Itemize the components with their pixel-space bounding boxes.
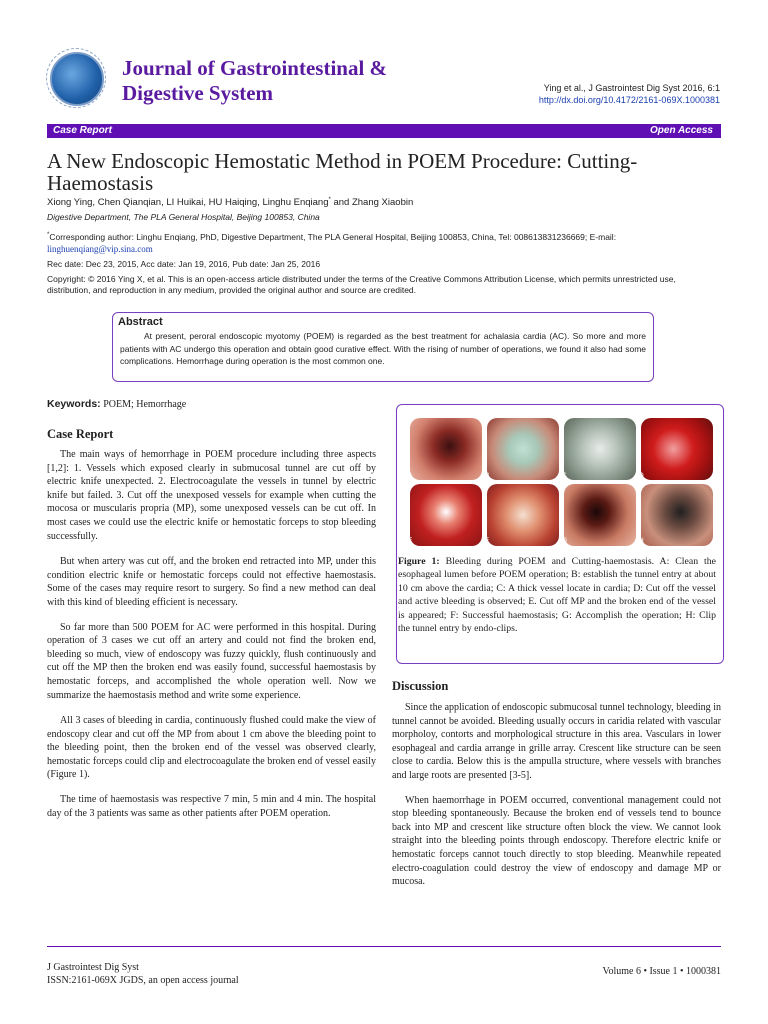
case-paragraph: All 3 cases of bleeding in cardia, continuously flushed could make the view of endoscopy clear and cut off the MP from about 1 cm above the bleeding point to the bleeding point, then the broken end of the vessel was observed clearly, hemostatic forceps could clip and electrocoagulate the broken end of vessel easily (Figure 1). <box>47 715 376 781</box>
banner-case-report: Case Report <box>53 125 112 136</box>
affiliation: Digestive Department, The PLA General Hospital, Beijing 100853, China <box>47 212 320 222</box>
article-type-banner <box>47 124 721 138</box>
case-paragraph: The main ways of hemorrhage in POEM procedure including three aspects [1,2]: 1. Vessels which exposed clearly in submucosal tunnel are cut off by electric knife unexpected. 2. Electrocoagulate the vessels in tunnel by electric knife but failed. 3. Cut off the unexposed vessels for example when cutting the mocosa or muscularis propria (MP), some unexposed vessels can be cut off. In most cases we could use the electric knife or hemostatic forceps to stop bleeding successfully. <box>47 449 376 542</box>
corresponding-text: Corresponding author: Linghu Enqiang, PhD, Digestive Department, The PLA General Hospital, Beijing 100853, China, Tel: 008613831236669; E-mail: <box>49 231 617 242</box>
journal-title-line2: Digestive System <box>122 81 274 105</box>
case-paragraph: The time of haemostasis was respective 7 min, 5 min and 4 min. The hospital day of the 3 patients was same as other patients after POEM operation. <box>47 794 376 819</box>
banner-open-access: Open Access <box>650 125 713 136</box>
abstract-heading: Abstract <box>118 316 163 328</box>
footer-volume: Volume 6 • Issue 1 • 1000381 <box>602 966 721 977</box>
panel-label: E <box>408 537 413 544</box>
footer-issn: ISSN:2161-069X JGDS, an open access journal <box>47 974 239 986</box>
panel-label: A <box>408 472 413 479</box>
abstract-text: At present, peroral endoscopic myotomy (POEM) is regarded as the best treatment for achalasia cardia (AC). So more and more patients with AC undergo this operation and obtain good curative effect. With the rising of number of operations, we found it also had some complications. Hemorrhage during operation is the most common one. <box>120 331 646 366</box>
endoscopy-image-g <box>564 484 636 546</box>
doi-link[interactable]: http://dx.doi.org/10.4172/2161-069X.1000381 <box>538 95 720 105</box>
footer-divider <box>47 946 721 947</box>
keywords-value: POEM; Hemorrhage <box>103 399 187 410</box>
endoscopy-image-f <box>487 484 559 546</box>
journal-title <box>122 56 387 106</box>
figure-image-grid <box>410 418 716 548</box>
discussion-heading: Discussion <box>392 679 449 693</box>
case-report-body <box>47 448 376 820</box>
journal-title-line1: Journal of Gastrointestinal & <box>122 56 388 80</box>
authors-sup: * <box>328 197 331 203</box>
panel-label: F <box>485 537 489 544</box>
panel-label: D <box>639 472 644 479</box>
endoscopy-image-c <box>564 418 636 480</box>
keywords <box>47 398 186 410</box>
authors-tail: and Zhang Xiaobin <box>330 197 414 209</box>
endoscopy-image-e <box>410 484 482 546</box>
discussion-paragraph: Since the application of endoscopic submucosal tunnel technology, bleeding in tunnel cannot be avoided. Bleeding usually occurs in caridia related with vascular morpholoy, contorts and morphological structure in this area. Vasculars in lower esophageal and cardia arrange in grille array. Crescent like structure can be seen close to cardia. Below this is the ampulla structure, where vessels with branches and large roots are presented [3-5]. <box>392 702 721 781</box>
case-paragraph: So far more than 500 POEM for AC were performed in this hospital. During operation of 3 cases we cut off an artery and could not find the broken end, bleeding so much, view of endoscopy was fuzzy quickly, flush continuously and cut off the MP then the broken end was easily found, successful haemostasis by hemostatic forceps, and accomplished the whole operation well. Now we summarize the haemostasis method and write some experience. <box>47 621 376 701</box>
keywords-label: Keywords: <box>47 398 101 410</box>
endoscopy-image-a <box>410 418 482 480</box>
panel-label: C <box>562 472 567 479</box>
footer-journal: J Gastrointest Dig Syst <box>47 962 139 973</box>
copyright: Copyright: © 2016 Ying X, et al. This is an open-access article distributed under the terms of the Creative Commons Attribution License, which permits unrestricted use, distribution, and reproduction in any medium, provided the original author and source are credited. <box>47 274 676 295</box>
footer-journal-info <box>47 962 239 987</box>
endoscopy-image-d <box>641 418 713 480</box>
endoscopy-image-b <box>487 418 559 480</box>
endoscopy-image-h <box>641 484 713 546</box>
publisher-logo-icon <box>50 52 104 106</box>
figure-caption <box>398 555 716 635</box>
discussion-paragraph: When haemorrhage in POEM occurred, conventional management could not stop bleeding spontaneously. Because the broken end of vessels tend to bounce back into MP and crescent like structure often block the view. We cannot look straight into the bleeding points through endoscopy. Therefore electric knife or hemostatic forceps cannot touch directly to stop bleeding. Meanwhile repeated electro-coagulation could destroy the view of endoscopy and damage MP or mucosa. <box>392 794 721 888</box>
figure-caption-text: Bleeding during POEM and Cutting-haemostasis. A: Clean the esophageal lumen before POEM operation; B: establish the tunnel entry at about 10 cm above the cardia; C: A thick vessel locate in cardia; D: Cut off the vessel and active bleeding is observed; E. Cut off MP and the broken end of the vessel is appeared; F: Successful haemostasis; G: Accomplish the operation; H: Clip the tunnel entry by endo-clips. <box>398 556 716 635</box>
article-dates: Rec date: Dec 23, 2015, Acc date: Jan 19, 2016, Pub date: Jan 25, 2016 <box>47 259 321 269</box>
corresponding-author <box>47 229 721 255</box>
authors-main: Xiong Ying, Chen Qianqian, LI Huikai, HU Haiqing, Linghu Enqiang <box>47 197 329 209</box>
panel-label: H <box>639 537 644 544</box>
panel-label: B <box>485 472 490 479</box>
email-link[interactable]: linghuenqiang@vip.sina.com <box>47 243 153 254</box>
citation-block <box>539 82 720 106</box>
case-paragraph: But when artery was cut off, and the broken end retracted into MP, under this condition electric knife or hemostatic forceps could not effective haemostasis. Some of the cases may require resort to surgery. So find a new method can deal with this kind of bleeding efficient is necessary. <box>47 556 376 608</box>
authors <box>47 197 413 208</box>
panel-label: G <box>562 537 568 544</box>
figure-caption-label: Figure 1: <box>398 556 440 567</box>
discussion-body <box>392 701 721 889</box>
corresponding-mark: * <box>47 232 50 238</box>
case-report-heading: Case Report <box>47 427 114 441</box>
citation: Ying et al., J Gastrointest Dig Syst 2016, 6:1 <box>543 83 720 93</box>
article-title: A New Endoscopic Hemostatic Method in POEM Procedure: Cutting-Haemostasis <box>47 149 638 195</box>
